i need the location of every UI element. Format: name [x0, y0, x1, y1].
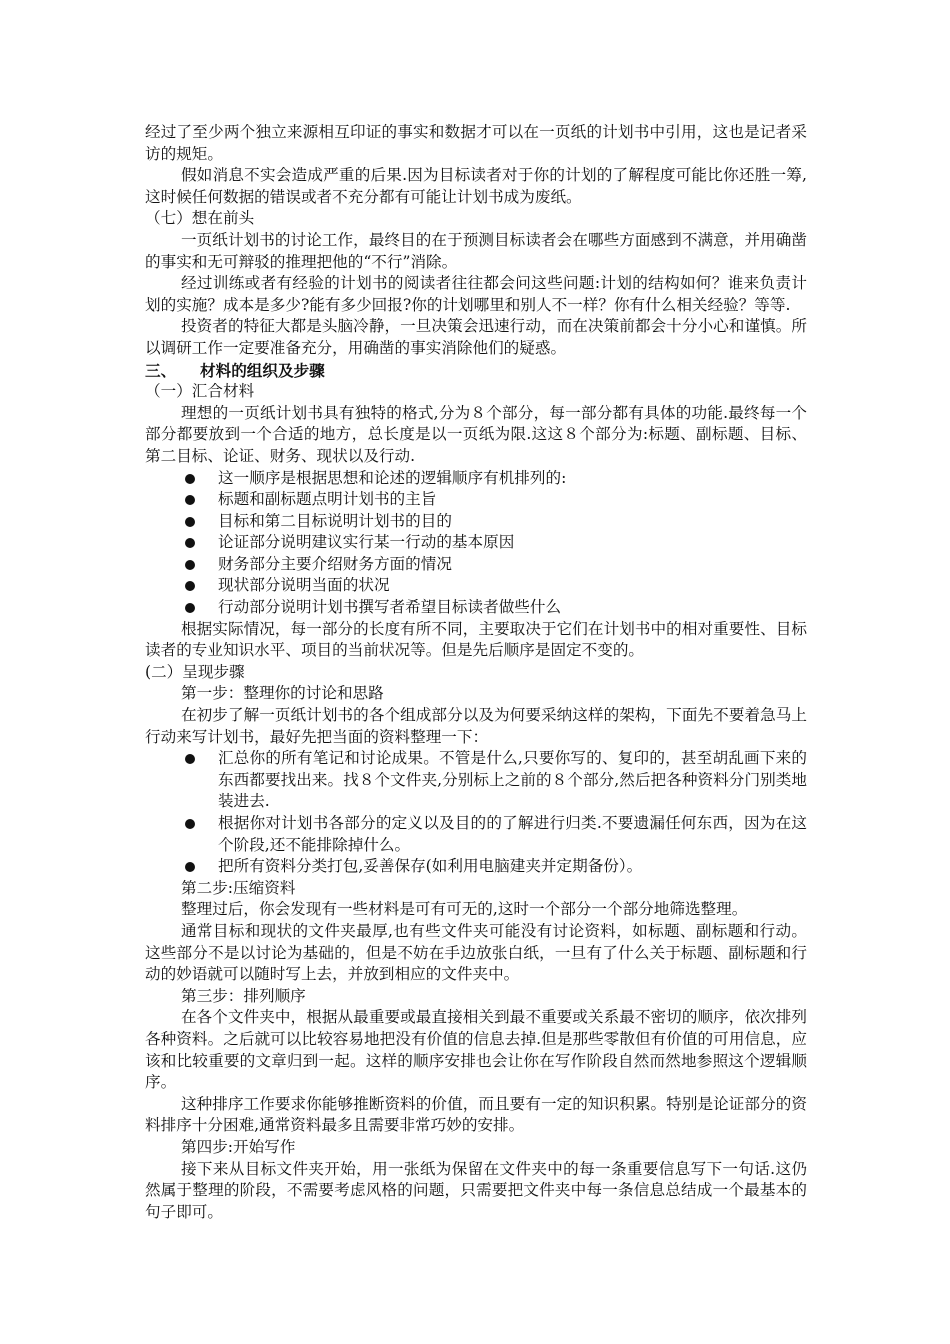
list-item [145, 554, 807, 576]
bullet-icon [185, 581, 195, 591]
paragraph: 整理过后，你会发现有一些材料是可有可无的,这时一个部分一个部分地筛选整理。 [181, 900, 748, 919]
list-item [145, 511, 807, 533]
section-heading-3 [145, 360, 807, 382]
step-title: 第一步：整理你的讨论和思路 [181, 684, 384, 703]
paragraph: 根据实际情况，每一部分的长度有所不同，主要取决于它们在计划书中的相对重要性、目标读者的专业知识水平、项目的当前状况等。但是先后顺序是固定不变的。 [145, 619, 807, 660]
list-item [145, 468, 807, 490]
list-item [145, 575, 807, 597]
paragraph: 在各个文件夹中，根据从最重要或最直接相关到最不重要或关系最不密切的顺序，依次排列各种资料。之后就可以比较容易地把没有价值的信息去掉.但是那些零散但有价值的可用信息，应该和比较重要的文章归到一起。这样的顺序安排也会让你在写作阶段自然而然地参照这个逻辑顺序。 [145, 1008, 807, 1092]
list-item-text: 这一顺序是根据思想和论述的逻辑顺序有机排列的: [218, 468, 567, 487]
section-title: 材料的组织及步骤 [200, 360, 325, 380]
bullet-icon [185, 603, 195, 613]
bullet-icon [185, 819, 195, 829]
paragraph: 在初步了解一页纸计划书的各个组成部分以及为何要采纳这样的架构，下面先不要着急马上行动来写计划书，最好先把当面的资料整理一下： [145, 706, 807, 746]
section-number: 三、 [145, 360, 177, 380]
bullet-list [145, 748, 807, 878]
subsection-heading-7: （七）想在前头 [145, 209, 255, 228]
bullet-icon [185, 474, 195, 484]
list-item-text: 现状部分说明当面的状况 [218, 576, 390, 595]
list-item-text: 根据你对计划书各部分的定义以及目的的了解进行归类.不要遗漏任何东西，因为在这个阶段,还不能排除掉什么。 [218, 814, 807, 854]
paragraph: 假如消息不实会造成严重的后果.因为目标读者对于你的计划的了解程度可能比你还胜一筹,这时候任何数据的错误或者不充分都有可能让计划书成为废纸。 [145, 166, 807, 206]
list-item-text: 财务部分主要介绍财务方面的情况 [218, 554, 452, 573]
list-item [145, 856, 807, 878]
bullet-icon [185, 517, 195, 527]
list-item-text: 论证部分说明建议实行某一行动的基本原因 [218, 533, 515, 552]
subsection-heading-2: (二）呈现步骤 [145, 662, 245, 681]
list-item-text: 把所有资料分类打包,妥善保存(如利用电脑建夹并定期备份）。 [218, 857, 643, 876]
paragraph: 理想的一页纸计划书具有独特的格式,分为８个部分，每一部分都有具体的功能.最终每一个部分都要放到一个合适的地方，总长度是以一页纸为限.这这８个部分为:标题、副标题、目标、第二目标、论证、财务、现状以及行动. [145, 403, 807, 465]
list-item [145, 489, 807, 511]
step-title: 第二步:压缩资料 [181, 878, 296, 897]
list-item [145, 532, 807, 554]
bullet-icon [185, 538, 195, 548]
list-item-text: 汇总你的所有笔记和讨论成果。不管是什么,只要你写的、复印的，甚至胡乱画下来的东西都要找出来。找８个文件夹,分别标上之前的８个部分,然后把各种资料分门别类地装进去. [218, 749, 807, 811]
list-item-text: 行动部分说明计划书撰写者希望目标读者做些什么 [218, 598, 562, 617]
bullet-icon [185, 862, 195, 872]
paragraph: 投资者的特征大都是头脑冷静，一旦决策会迅速行动，而在决策前都会十分小心和谨慎。所以调研工作一定要准备充分，用确凿的事实消除他们的疑惑。 [145, 317, 807, 357]
paragraph: 通常目标和现状的文件夹最厚,也有些文件夹可能没有讨论资料，如标题、副标题和行动。这些部分不是以讨论为基础的，但是不妨在手边放张白纸，一旦有了什么关于标题、副标题和行动的妙语就可以随时写上去，并放到相应的文件夹中。 [145, 921, 807, 984]
list-item-text: 标题和副标题点明计划书的主旨 [218, 490, 437, 509]
bullet-icon [185, 754, 195, 764]
subsection-heading-1: （一）汇合材料 [145, 382, 255, 401]
step-title: 第三步：排列顺序 [181, 986, 306, 1005]
bullet-icon [185, 560, 195, 570]
paragraph: 这种排序工作要求你能够推断资料的价值，而且要有一定的知识积累。特别是论证部分的资料排序十分困难,通常资料最多且需要非常巧妙的安排。 [145, 1094, 807, 1135]
bullet-list [145, 468, 807, 619]
paragraph: 经过训练或者有经验的计划书的阅读者往往都会问这些问题:计划的结构如何？谁来负责计划的实施？成本是多少?能有多少回报?你的计划哪里和别人不一样？你有什么相关经验？等等. [145, 274, 807, 314]
list-item-text: 目标和第二目标说明计划书的目的 [218, 511, 452, 530]
paragraph: 经过了至少两个独立来源相互印证的事实和数据才可以在一页纸的计划书中引用，这也是记者采访的规矩。 [145, 123, 807, 163]
paragraph: 接下来从目标文件夹开始，用一张纸为保留在文件夹中的每一条重要信息写下一句话.这仍然属于整理的阶段，不需要考虑风格的问题，只需要把文件夹中每一条信息总结成一个最基本的句子即可。 [145, 1159, 807, 1221]
list-item [145, 813, 807, 856]
list-item [145, 597, 807, 619]
paragraph: 一页纸计划书的讨论工作，最终目的在于预测目标读者会在哪些方面感到不满意，并用确凿的事实和无可辩驳的推理把他的“不行”消除。 [145, 230, 807, 271]
step-title: 第四步:开始写作 [181, 1137, 296, 1156]
list-item [145, 748, 807, 813]
document-body [145, 122, 807, 1223]
bullet-icon [185, 495, 195, 505]
